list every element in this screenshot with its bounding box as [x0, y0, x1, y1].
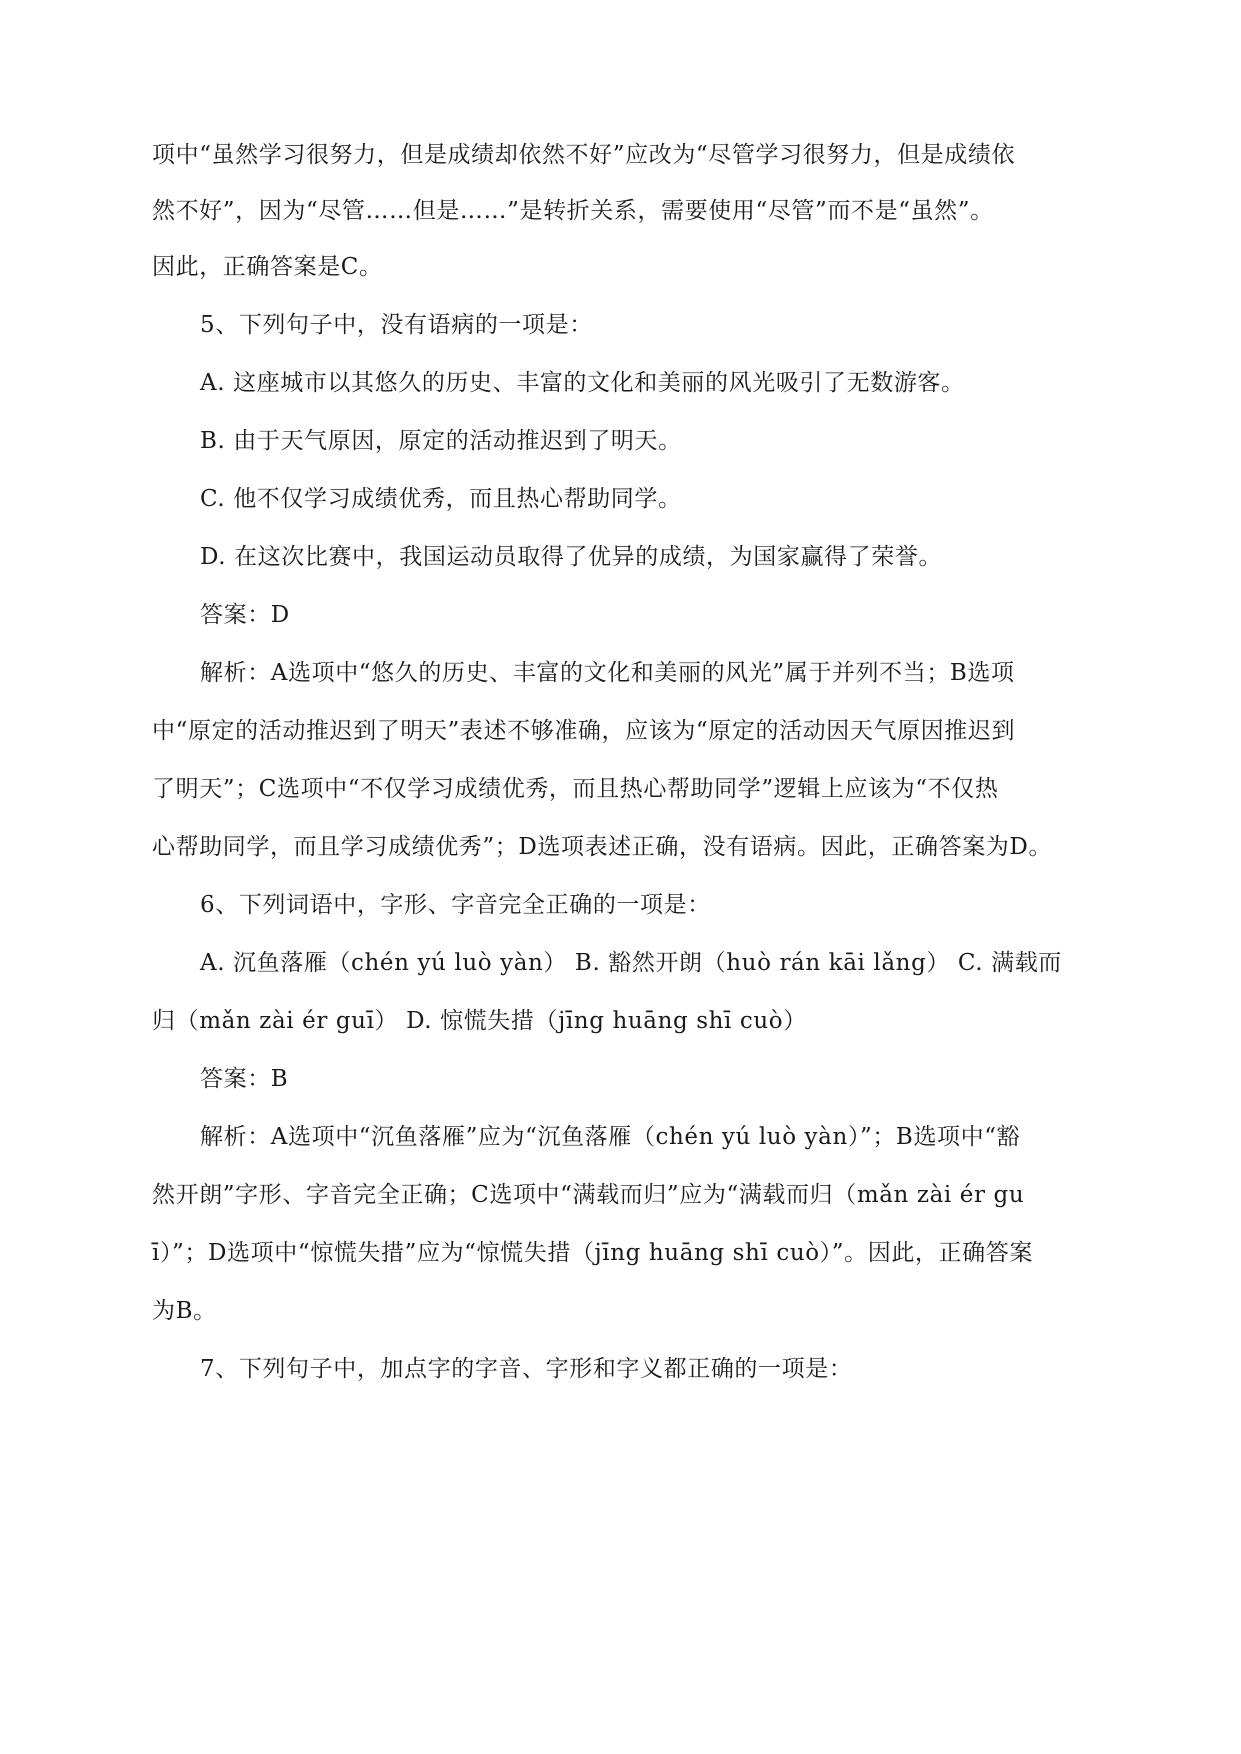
answer-line: 答案：B	[200, 1066, 289, 1092]
options-line: A. 沉鱼落雁（chén yú luò yàn） B. 豁然开朗（huò rán kāi lǎng） C. 满载而	[200, 950, 1062, 976]
analysis-line: 解析：A选项中“沉鱼落雁”应为“沉鱼落雁（chén yú luò yàn）”；B选项中“豁	[200, 1124, 1021, 1150]
options-line: 归（mǎn zài ér guī） D. 惊慌失措（jīng huāng shī cuò）	[152, 1008, 807, 1034]
text-line: 因此，正确答案是C。	[152, 254, 383, 280]
analysis-line: 心帮助同学，而且学习成绩优秀”；D选项表述正确，没有语病。因此，正确答案为D。	[152, 834, 1053, 860]
analysis-line: 了明天”；C选项中“不仅学习成绩优秀，而且热心帮助同学”逻辑上应该为“不仅热	[152, 776, 999, 802]
question-7-heading: 7、下列句子中，加点字的字音、字形和字义都正确的一项是：	[200, 1356, 853, 1382]
option-a: A. 这座城市以其悠久的历史、丰富的文化和美丽的风光吸引了无数游客。	[200, 370, 965, 396]
option-d: D. 在这次比赛中，我国运动员取得了优异的成绩，为国家赢得了荣誉。	[200, 544, 943, 570]
analysis-line: 为B。	[152, 1298, 217, 1324]
analysis-line: ī）”；D选项中“惊慌失措”应为“惊慌失措（jīng huāng shī cuò）”。因此，正确答案	[152, 1240, 1033, 1266]
question-5-heading: 5、下列句子中，没有语病的一项是：	[200, 312, 593, 338]
option-b: B. 由于天气原因，原定的活动推迟到了明天。	[200, 428, 682, 454]
text-line: 项中“虽然学习很努力，但是成绩却依然不好”应改为“尽管学习很努力，但是成绩依	[152, 142, 1016, 168]
option-c: C. 他不仅学习成绩优秀，而且热心帮助同学。	[200, 486, 682, 512]
question-6-heading: 6、下列词语中，字形、字音完全正确的一项是：	[200, 892, 711, 918]
answer-line: 答案：D	[200, 602, 290, 628]
text-line: 然不好”，因为“尽管……但是……”是转折关系，需要使用“尽管”而不是“虽然”。	[152, 198, 994, 224]
analysis-line: 然开朗”字形、字音完全正确；C选项中“满载而归”应为“满载而归（mǎn zài ér gu	[152, 1182, 1025, 1208]
analysis-line: 中“原定的活动推迟到了明天”表述不够准确，应该为“原定的活动因天气原因推迟到	[152, 718, 1016, 744]
analysis-line: 解析：A选项中“悠久的历史、丰富的文化和美丽的风光”属于并列不当；B选项	[200, 660, 1015, 686]
